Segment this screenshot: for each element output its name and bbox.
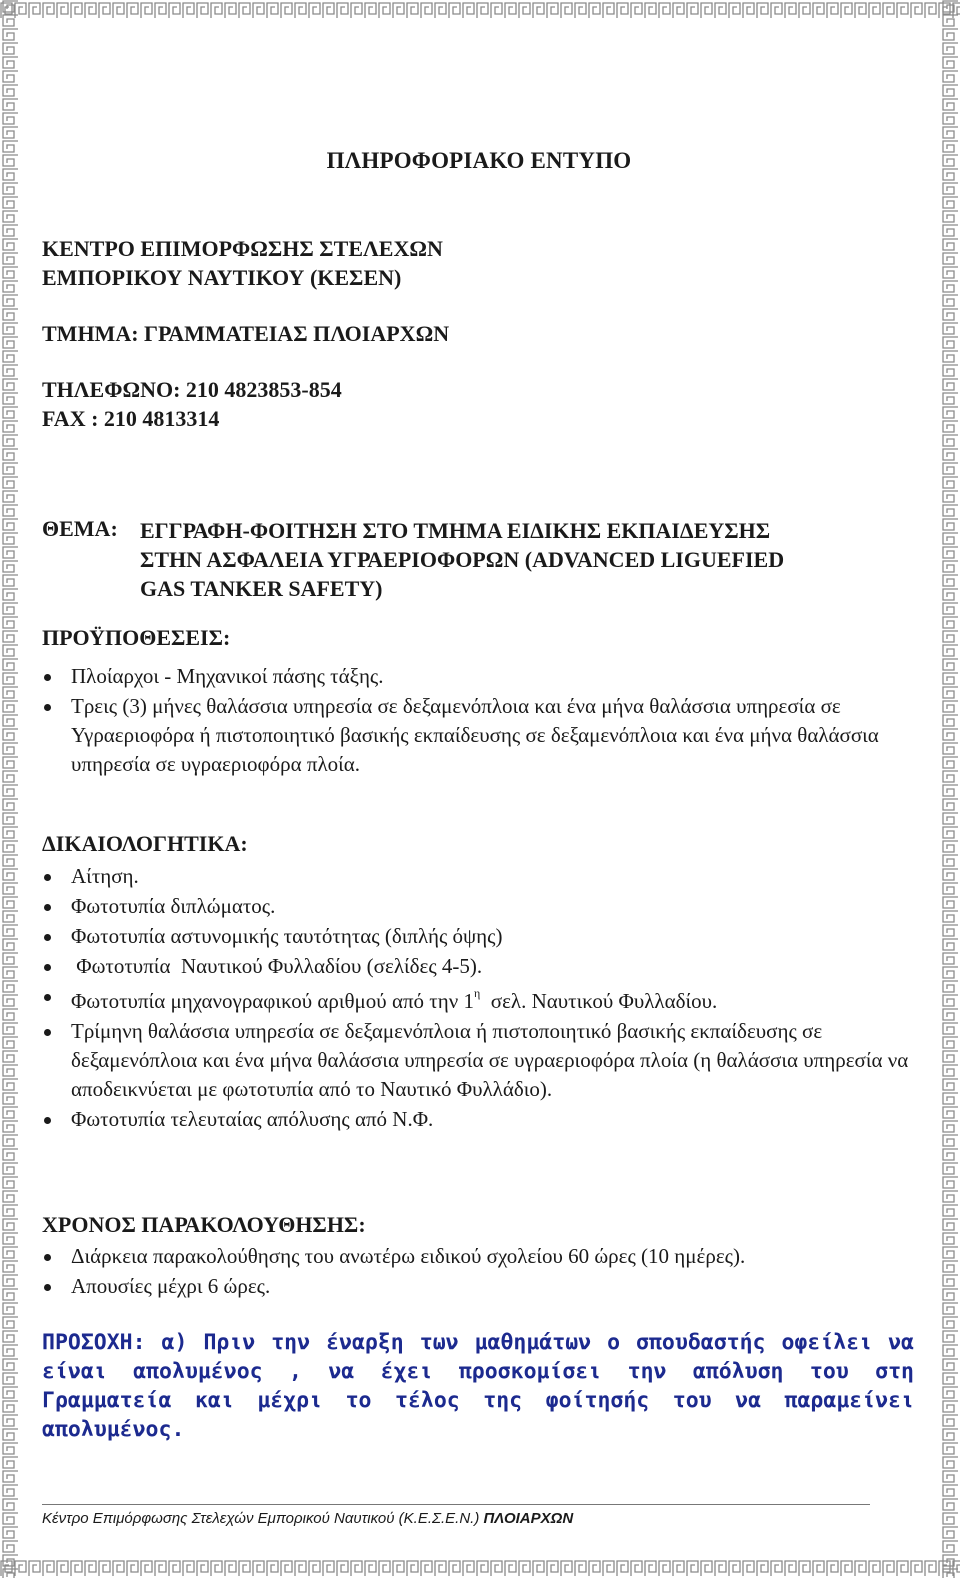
list-item: Τρεις (3) μήνες θαλάσσια υπηρεσία σε δεξαμενόπλοια και ένα μήνα θαλάσσια υπηρεσία σε Υγραεριοφόρα ή πιστοποιητικό βασικής εκπαίδευσης σε δεξαμενόπλοια και ένα μήνα θαλάσσια υπηρεσία σε υγραεριοφόρα πλοία. [42,692,916,779]
documents-list [42,862,916,1135]
list-item: Διάρκεια παρακολούθησης του ανωτέρω ειδικού σχολείου 60 ώρες (10 ημέρες). [42,1242,916,1271]
bullet-icon [44,934,51,941]
attendance-title: ΧΡΟΝΟΣ ΠΑΡΑΚΟΛΟΥΘΗΣΗΣ: [42,1212,366,1237]
subject-line: GAS TANKER SAFETY) [140,576,383,601]
prerequisites-list [42,662,916,780]
superscript: η [473,986,481,1000]
list-item: Αίτηση. [42,862,916,891]
footer-divider [42,1504,870,1505]
bullet-icon [44,704,51,711]
phone: ΤΗΛΕΦΩΝΟ: 210 4823853-854 [42,377,342,402]
bullet-icon [44,964,51,971]
border-top [0,0,960,20]
bullet-icon [44,994,51,1001]
subject-label: ΘΕΜΑ: [42,516,118,541]
list-item: Απουσίες μέχρι 6 ώρες. [42,1272,916,1301]
bullet-icon [44,674,51,681]
org-name-line1: ΚΕΝΤΡΟ ΕΠΙΜΟΡΦΩΣΗΣ ΣΤΕΛΕΧΩΝ [42,236,443,261]
list-item: Φωτοτυπία μηχανογραφικού αριθμού από την $1^\eta$ σελ. Ναυτικού Φυλλαδίου. [42,982,916,1016]
bullet-icon [44,1284,51,1291]
border-right [940,0,960,1578]
bullet-icon [44,1254,51,1261]
list-item: Τρίμηνη θαλάσσια υπηρεσία σε δεξαμενόπλοια ή πιστοποιητικό βασικής εκπαίδευσης σε δεξαμενόπλοια και ένα μήνα θαλάσσια υπηρεσία σε υγραεριοφόρα πλοία (η θαλάσσια υπηρεσία να αποδεικνύεται με φωτοτυπία από το Ναυτικό Φυλλάδιο). [42,1017,916,1104]
subject-line: ΣΤΗΝ ΑΣΦΑΛΕΙΑ ΥΓΡΑΕΡΙΟΦΟΡΩΝ (ADVANCED LIGUEFIED [140,547,785,572]
document-title: ΠΛΗΡΟΦΟΡΙΑΚΟ ΕΝΤΥΠΟ [326,148,632,173]
list-item: Φωτοτυπία διπλώματος. [42,892,916,921]
list-item: Φωτοτυπία τελευταίας απόλυσης από Ν.Φ. [42,1105,916,1134]
border-left [0,0,20,1578]
bullet-icon [44,904,51,911]
attendance-list [42,1242,916,1302]
page-footer: Κέντρο Επιμόρφωσης Στελεχών Εμπορικού Ναυτικού (Κ.Ε.Σ.Ε.Ν.) ΠΛΟΙΑΡΧΩΝ [42,1510,574,1527]
org-name-line2: ΕΜΠΟΡΙΚΟΥ ΝΑΥΤΙΚΟΥ (ΚΕΣΕΝ) [42,265,402,290]
list-item: Πλοίαρχοι - Μηχανικοί πάσης τάξης. [42,662,916,691]
attention-notice: ΠΡΟΣΟΧΗ: α) Πριν την έναρξη των μαθημάτων ο σπουδαστής οφείλει να είναι απολυμένος , να έχει προσκομίσει την απόλυση του στη Γραμματεία και μέχρι το τέλος της φοίτησής του να παραμείνει απολυμένος. [42,1330,914,1442]
documents-title: ΔΙΚΑΙΟΛΟΓΗΤΙΚΑ: [42,831,248,856]
subject-line: ΕΓΓΡΑΦΗ-ΦΟΙΤΗΣΗ ΣΤΟ ΤΜΗΜΑ ΕΙΔΙΚΗΣ ΕΚΠΑΙΔΕΥΣΗΣ [140,518,771,543]
prerequisites-title: ΠΡΟΫΠΟΘΕΣΕΙΣ: [42,625,231,650]
subject-text [140,516,900,603]
bullet-icon [44,1029,51,1036]
border-bottom [0,1558,960,1578]
department: ΤΜΗΜΑ: ΓΡΑΜΜΑΤΕΙΑΣ ΠΛΟΙΑΡΧΩΝ [42,321,450,346]
bullet-icon [44,1117,51,1124]
list-item: Φωτοτυπία Ναυτικού Φυλλαδίου (σελίδες 4-5). [42,952,916,981]
fax: FAX : 210 4813314 [42,406,220,431]
list-item: Φωτοτυπία αστυνομικής ταυτότητας (διπλής όψης) [42,922,916,951]
bullet-icon [44,874,51,881]
